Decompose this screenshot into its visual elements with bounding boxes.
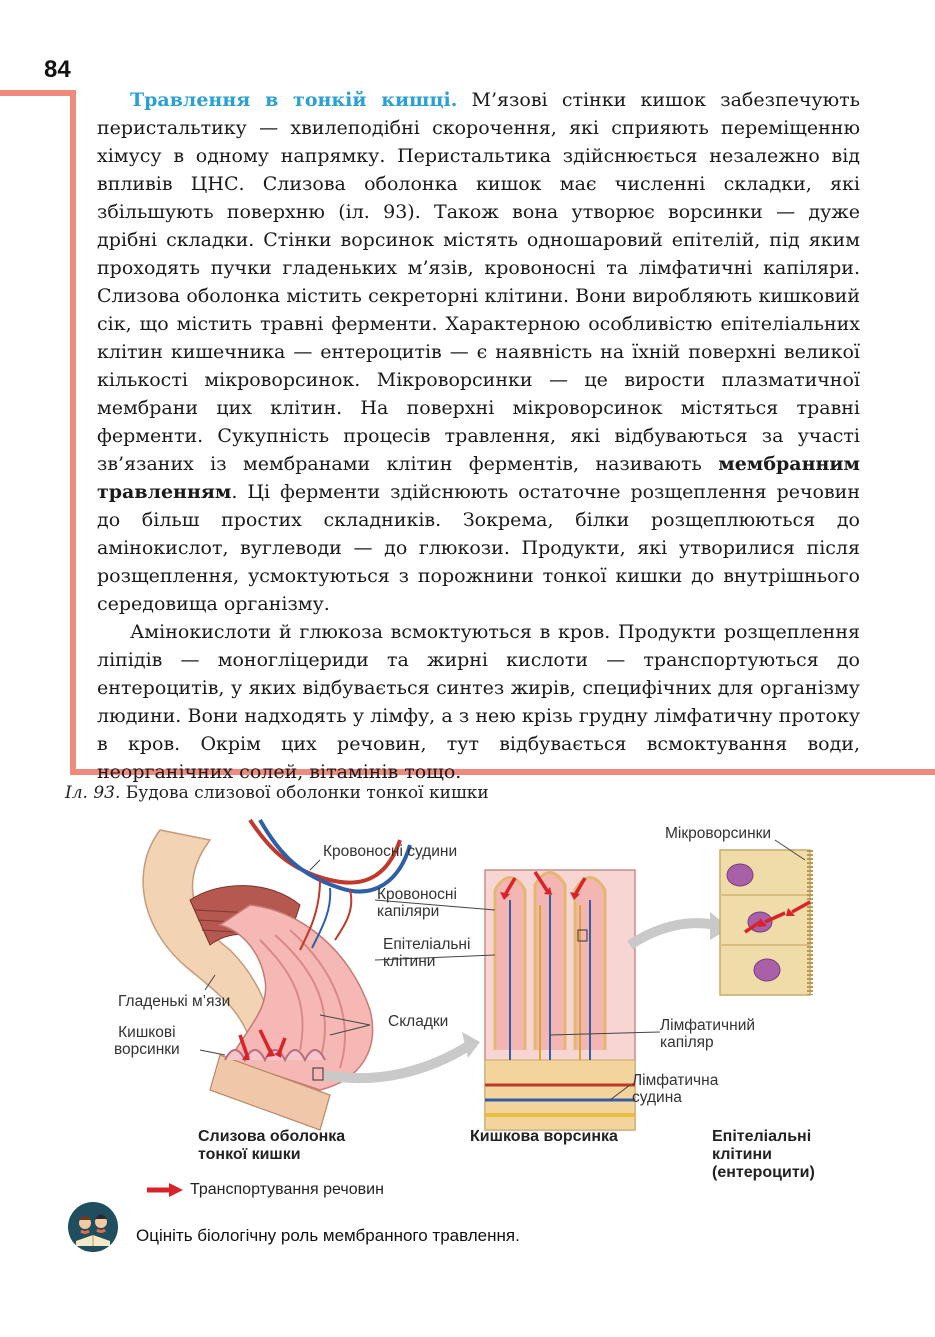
label-microvilli: Мікроворсинки — [665, 825, 772, 842]
task-students-icon — [67, 1201, 119, 1253]
figure-illustration — [70, 810, 870, 1190]
panel-title-enterocytes: Епітеліальні клітини (ентероцити) — [712, 1128, 815, 1181]
frame-left-line — [70, 90, 76, 775]
label-epithelial-cells: Епітеліальні клітини — [383, 936, 471, 970]
term-membrane-digestion: мембранним травленням — [97, 453, 860, 503]
paragraph-1-part1: М’язові стінки кишок забезпечують перистальтику — хвилеподібні скорочення, які сприяють переміщенню хімусу в одному напрямку. Перистальтика здійснюється незалежно від впливів ЦНС. Слизова оболонка кишок має численні складки, які збільшують поверхню (іл. 93). Також вона утворює ворсинки — дуже дрібні складки. Стінки ворсинок містять одношаровий епітелій, під яким проходять пучки гладеньких м’язів, кровоносні та лімфатичні капіляри. Слизова оболонка містить секреторні клітини. Вони виробляють кишковий сік, що містить травні ферменти. Характерною особливістю епітеліальних клітин кишечника — ентероцитів — є наявність на їхній поверхні великої кількості мікроворсинок. Мікроворсинки — це вирости плазматичної мембрани цих клітин. На поверхні мікроворсинок містяться травні ферменти. Сукупність процесів травлення, які відбуваються за участі зв’язаних із мембранами клітин ферментів, називають — [97, 89, 860, 475]
panel-title-mucosa: Слизова оболонка тонкої кишки — [198, 1128, 346, 1163]
enterocytes-image — [720, 850, 810, 995]
main-text — [97, 86, 860, 786]
label-folds: Складки — [388, 1013, 449, 1030]
paragraph-2: Амінокислоти й глюкоза всмоктуються в кров. Продукти розщеплення ліпідів — моногліцериди та жирні кислоти — транспортуються до ентероцитів, у яких відбувається синтез жирів, специфічних для організму людини. Вони надходять у лімфу, а з нею крізь грудну лімфатичну протоку в кров. Окрім цих речовин, тут відбувається всмоктування води, неорганічних солей, вітамінів тощо. — [97, 621, 860, 783]
label-lymph-vessel: Лімфатична судина — [632, 1072, 719, 1106]
villus-image — [485, 870, 635, 1130]
section-heading: Травлення в тонкій кишці. — [130, 89, 458, 111]
figure-number: Іл. 93. — [65, 783, 121, 803]
label-lymph-capillary: Лімфатичний капіляр — [660, 1017, 756, 1051]
label-smooth-muscles: Гладенькі м’язи — [118, 993, 231, 1010]
paragraph-1 — [97, 86, 860, 618]
paragraph-1-part2: . Ці ферменти здійснюють остаточне розщеплення речовин до більш простих складників. Зокрема, білки розщеплюються до амінокислот, вуглеводи — до глюкози. Продукти, які утворилися після розщеплення, усмоктуються з порожнини тонкої кишки до внутрішнього середовища організму. — [97, 481, 860, 615]
frame-top-line — [0, 90, 76, 96]
zoom-arrow-2 — [630, 923, 715, 945]
task-text: Оцініть біологічну роль мембранного травлення. — [136, 1226, 520, 1245]
label-intestinal-villi: Кишкові ворсинки — [114, 1024, 180, 1058]
page-number: 84 — [44, 56, 71, 83]
panel-title-villus: Кишкова ворсинка — [470, 1128, 618, 1145]
intestine-image — [143, 820, 410, 1130]
label-blood-vessels: Кровоносні судини — [323, 843, 458, 860]
legend-arrow-icon — [145, 1182, 185, 1198]
figure-caption-text: Будова слизової оболонки тонкої кишки — [120, 783, 489, 803]
label-blood-capillaries: Кровоносні капіляри — [377, 886, 457, 920]
figure-caption — [65, 783, 489, 803]
legend-text: Транспортування речовин — [190, 1181, 384, 1198]
